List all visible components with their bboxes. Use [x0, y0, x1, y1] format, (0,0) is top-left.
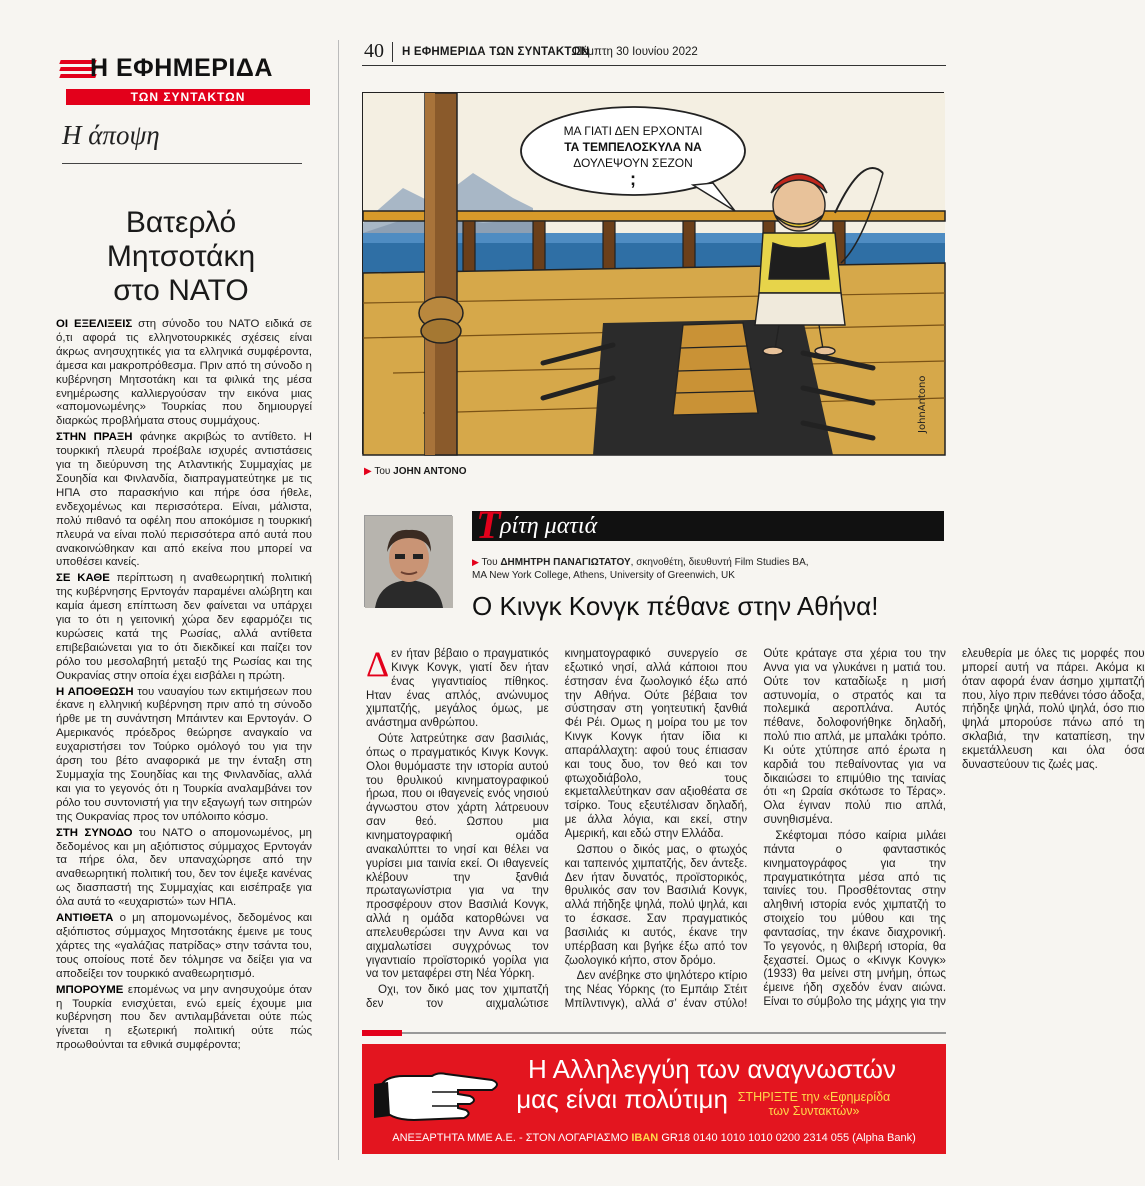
- column-paragraph: Δεν ανέβηκε στο ψηλότερο κτίριο της Νέας Υόρκης (το Εμπάιρ Στέιτ Μπίλντινγκ), αλλά σ’ έναν στύλο! Ούτε κράταγε στα χέρια του την Αννα για να γλυκάνει η ματιά του. Ούτε τον καταδίωξε η μισή αστυνομία, ο στρατός και τα πολεμικά αεροπλάνα. Αυτός πέθανε, δολοφονήθηκε δηλαδή, πολύ πιο απλά, με μπαλάκι τρόπο. Κι ούτε χτύπησε από έρωτα η καρδιά του πεθαίνοντας για να δικαιώσει το επιμύθιο της ταινίας ότι «η Ωραία σκότωσε το Τέρας». Ολα έγιναν πολύ πιο απλά, συνηθισμένα.: [564, 647, 946, 1011]
- column-divider: [338, 40, 339, 1160]
- author-photo: [364, 515, 452, 607]
- solidarity-ad[interactable]: [362, 1044, 946, 1154]
- editorial-paragraph: ΣΤΗ ΣΥΝΟΔΟ του ΝΑΤΟ ο απομονωμένος, μη δεδομένος και μη αξιόπιστος σύμμαχος Ερντογάν τα πήρε όλα, δεν υπαναχώρησε από την αναθεωρητική πολιτική του, δεν τον έψεξε κανένας ως διασπαστή της Συμμαχίας και εισέπραξε για όλα αυτά το «ευχαριστώ» των ΗΠΑ.: [56, 826, 312, 909]
- cartoon-credit: ▶ Του JOHN ANTONO: [364, 466, 467, 477]
- column-initial: Τ: [476, 502, 501, 547]
- cartoon-signature: JohnAntono: [917, 375, 928, 433]
- section-label: Η άποψη: [62, 120, 160, 150]
- ad-cta: ΣΤΗΡΙΞΤΕ την «Εφημερίδα των Συντακτών»: [737, 1090, 891, 1118]
- editorial-title-line: Βατερλό: [125, 206, 237, 239]
- bubble-line: ;: [630, 169, 636, 189]
- column-paragraph: Δεν ήταν βέβαιο ο πραγματικός Κινγκ Κονγκ, γιατί δεν ήταν ένας γιγαντιαίος πίθηκος. Ηταν ένας απλός, ανώνυμος χιμπατζής, μεγάλος όμως, με ανάστημα ανθρώπου.: [366, 644, 549, 730]
- dropcap: Δ: [366, 644, 390, 684]
- header-paper-name: Η ΕΦΗΜΕΡΙΔΑ ΤΩΝ ΣΥΝΤΑΚΤΩΝ: [402, 46, 590, 58]
- masthead-title: Η ΕΦΗΜΕΡΙΔΑ: [90, 54, 273, 82]
- author-byline: ▶ Του ΔΗΜΗΤΡΗ ΠΑΝΑΓΙΩΤΑΤΟΥ, σκηνοθέτη, διευθυντή Film Studies BA, MA New York College, Athens, University of Greenwich, UK: [472, 557, 809, 581]
- editorial-title-line: Μητσοτάκη: [106, 240, 256, 273]
- editorial-paragraph: ΟΙ ΕΞΕΛΙΞΕΙΣ στη σύνοδο του ΝΑΤΟ ειδικά σε ό,τι αφορά τις ελληνοτουρκικές σχέσεις είναι άκρως ανησυχητικές για τα ελληνικά συμφέροντα, άμεσα και μακροπρόθεσμα. Πριν από τη σύνοδο η κυβέρνηση Μητσοτάκη και τα φιλικά της μέσα ενημέρωσης καλλιεργούσαν την εικόνα μιας «απομονωμένης» Τουρκίας που δημιουργεί διαρκώς προβλήματα στους συμμάχους.: [56, 318, 312, 428]
- section-divider: [62, 163, 302, 164]
- editorial-paragraph: ΣΕ ΚΑΘΕ περίπτωση η αναθεωρητική πολιτική της κυβέρνησης Ερντογάν παραμένει αλώβητη και καμία άμεση επίπτωση δεν φαίνεται να υπάρχει για το ότι η γειτονική χώρα δεν εφαρμόζει τις κυρώσεις κατά της Ρωσίας, αλλά αντίθετα επιβεβαιώνεται για το ότι διεκδικεί και παίζει τον ρόλο του μεσολαβητή μεταξύ της Ρωσίας και της Ουκρανίας στην οποία έχει εισβάλει η πρώτη.: [56, 572, 313, 682]
- editorial-title: [50, 206, 312, 308]
- page-number: 40: [364, 40, 384, 62]
- bubble-line: ΔΟΥΛΕΨΟΥΝ ΣΕΖΟΝ: [573, 156, 693, 170]
- page-header: [362, 38, 946, 66]
- ad-headline-2: μας είναι πολύτιμη: [516, 1084, 728, 1114]
- editorial-paragraph: ΑΝΤΙΘΕΤΑ ο μη απομονωμένος, δεδομένος και αξιόπιστος σύμμαχος Μητσοτάκης έμεινε με τους χάρτες της «γαλάζιας πατρίδας» στην τσάντα του, τους οποίους ποτέ δεν τόλμησε να δείξει για να αποδείξει τον τουρκικό αναθεωρητισμό.: [56, 912, 312, 980]
- column-paragraph: Οχι, τον δικό μας τον χιμπατζή δεν τον αιχμαλώτισε κινηματογραφικό συνεργείο σε εξωτικό νησί, αλλά κάποιοι που έστησαν ένα ζωολογικό έξω από την Αθήνα. Ούτε βέβαια τον σύστησαν στη γοητευτική ξανθιά Φέι Ρέι. Ομως η μοίρα του με τον Κινγκ Κονγκ ήταν ίδια κι απαράλλαχτη: αφού τους έπιασαν και τους δυο, τον θεό και τον φτωχοδιάβολο, τους εκμεταλλεύτηκαν σαν αξιοθέατα σε τσίρκο. Τους εξευτέλισαν δηλαδή, με άλλα λόγια, και εκεί, στην Αμερική, και εδώ στην Ελλάδα.: [366, 647, 748, 1011]
- ad-divider: [362, 1030, 946, 1036]
- editorial-paragraph: Η ΑΠΟΘΕΩΣΗ του ναυαγίου των εκτιμήσεων που έκανε η ελληνική κυβέρνηση πριν από τη σύνοδο ήρθε με τη συνάντηση Μπάιντεν και Ερντογάν. Ο Αμερικανός πρόεδρος θεώρησε αναγκαίο να ευχαριστήσει τον Τούρκο ομόλογό του για την άρση του βέτο αναφορικά με την ένταξη στη Συμμαχία της Σουηδίας και της Φινλανδίας, αλλά και για το γεγονός ότι η Τουρκία αναλαμβάνει τον ρόλο του συντονιστή για την εξαγωγή των σιτηρών της Ουκρανίας προς τον υπόλοιπο κόσμο.: [56, 685, 312, 823]
- column-header-bar: [472, 502, 944, 547]
- bubble-line: ΤΑ ΤΕΜΠΕΛΟΣΚΥΛΑ ΝΑ: [564, 140, 702, 154]
- column-paragraph: Σκέφτομαι πόσο καίρια μιλάει πάντα ο φανταστικός κινηματογράφος για την πραγματικότητα μέσα από τις ταινίες του. Προσθέτοντας στην αληθινή ιστορία ενός χιμπατζή το στοιχείο του μύθου και της φαντασίας, την έκανε διαχρονική. Το γεγονός, η θλιβερή ιστορία, θα ξεχαστεί. Ομως ο «Κινγκ Κονγκ» (1933) θα μείνει στη μνήμη, όπως έμεινε ήδη σχεδόν έναν αιώνα. Είναι το σύμβολο της μάχης για την ελευθερία με όλες τις μορφές που μπορεί αυτή να πάρει. Ακόμα κι όταν αφορά έναν άσημο χιμπατζή που, λίγο πριν πεθάνει τόσο άδοξα, πήδηξε ψηλά, πολύ ψηλά, όσο πιο ψηλά μπορούσε πάνω από τη σκλαβιά, την καταπίεση, την εκμετάλλευση και όλα όσα δυναστεύουν τις ζωές μας.: [763, 647, 1145, 1009]
- column-paragraph: Ωσπου ο δικός μας, ο φτωχός και ταπεινός χιμπατζής, δεν άντεξε. Δεν ήταν δυνατός, προϊστορικός, θρυλικός σαν τον Βασιλιά Κονγκ, αλλά πήδηξε ψηλά, πολύ ψηλά, και το έσκασε. Σαν πραγματικός βασιλιάς κι αυτός, έκανε την υπέρβαση και βγήκε έξω από τον ζωολογικό κήπο, στον δρόμο.: [564, 842, 748, 967]
- editorial-title-line: στο ΝΑΤΟ: [113, 274, 249, 307]
- header-separator: [392, 42, 393, 62]
- column-paragraph: Ούτε λατρεύτηκε σαν βασιλιάς, όπως ο πραγματικός Κινγκ Κονγκ. Ολοι θυμόμαστε την ιστορία αυτού του θρυλικού κινηματογραφικού ήρωα, που οι ιθαγενείς ενός νησιού άγνωστου στον χάρτη λάτρευουν σαν θεό. Ωσπου μια κινηματογραφική ομάδα ανακαλύπτει το νησί και θέλει να γυρίσει μια ταινία εκεί. Οι ιθαγενείς κλέβουν την ξανθιά πρωταγωνίστρια για να την προσφέρουν στον Βασιλιά Κονγκ, αλλά η ομάδα κατορθώνει να απελευθερώσει την Αννα και να αιχμαλωτίσει συγχρόνως τον γιγαντιαίο προϊστορικό γορίλα για να τον μεταφέρει στη Νέα Υόρκη.: [366, 732, 549, 981]
- cartoon-drawing: [363, 93, 945, 455]
- ad-headline: Η Αλληλεγγύη των αναγνωστών: [528, 1054, 896, 1084]
- editorial-body: [56, 318, 312, 1055]
- ad-bank-details: ΑΝΕΞΑΡΤΗΤΑ ΜΜΕ Α.Ε. - ΣΤΟΝ ΛΟΓΑΡΙΑΣΜΟ IBAN GR18 0140 1010 1010 0200 2314 055 (Alpha Bank): [392, 1132, 916, 1144]
- editorial-column: [50, 40, 312, 1160]
- bubble-line: ΜΑ ΓΙΑΤΙ ΔΕΝ ΕΡΧΟΝΤΑΙ: [563, 124, 703, 138]
- column-title: Ο Κινγκ Κονγκ πέθανε στην Αθήνα!: [472, 591, 879, 621]
- masthead-subtitle: ΤΩΝ ΣΥΝΤΑΚΤΩΝ: [66, 89, 310, 105]
- triangle-icon: ▶: [364, 466, 372, 477]
- cartoon-illustration: [362, 92, 944, 454]
- column-body: [366, 644, 1145, 1012]
- column-name: ρίτη ματιά: [500, 513, 598, 539]
- author-portrait-icon: [365, 516, 453, 608]
- masthead: [60, 54, 310, 110]
- editorial-paragraph: ΜΠΟΡΟΥΜΕ επομένως να μην ανησυχούμε όταν η Τουρκία ενισχύεται, ενώ εμείς έχουμε μια κυβέρνηση που δεν αντιλαμβάνεται ούτε πώς γίνεται η εξωτερική πολιτική ούτε πώς προωθούνται τα εθνικά συμφέροντα;: [56, 983, 312, 1052]
- triangle-icon: ▶: [472, 557, 479, 567]
- header-date: Πέμπτη 30 Ιουνίου 2022: [574, 46, 698, 58]
- editorial-paragraph: ΣΤΗΝ ΠΡΑΞΗ φάνηκε ακριβώς το αντίθετο. Η τουρκική πλευρά προέβαλε ισχυρές αντιστάσεις για τη διεύρυνση της Ατλαντικής Συμμαχίας με Σουηδία και Φινλανδία, διαπραγματεύτηκε με τις ΗΠΑ στο παρασκήνιο και πήρε όσα ήθελε, ενδεχομένως και περισσότερα. Είναι, μάλιστα, πολύ πιθανό τα οφέλη που αποκόμισε η τουρκική πλευρά να είναι πολύ περισσότερα από αυτά που ανακοινώθηκαν και από εκείνα που μπορεί να υποθέσει κανείς.: [56, 431, 312, 569]
